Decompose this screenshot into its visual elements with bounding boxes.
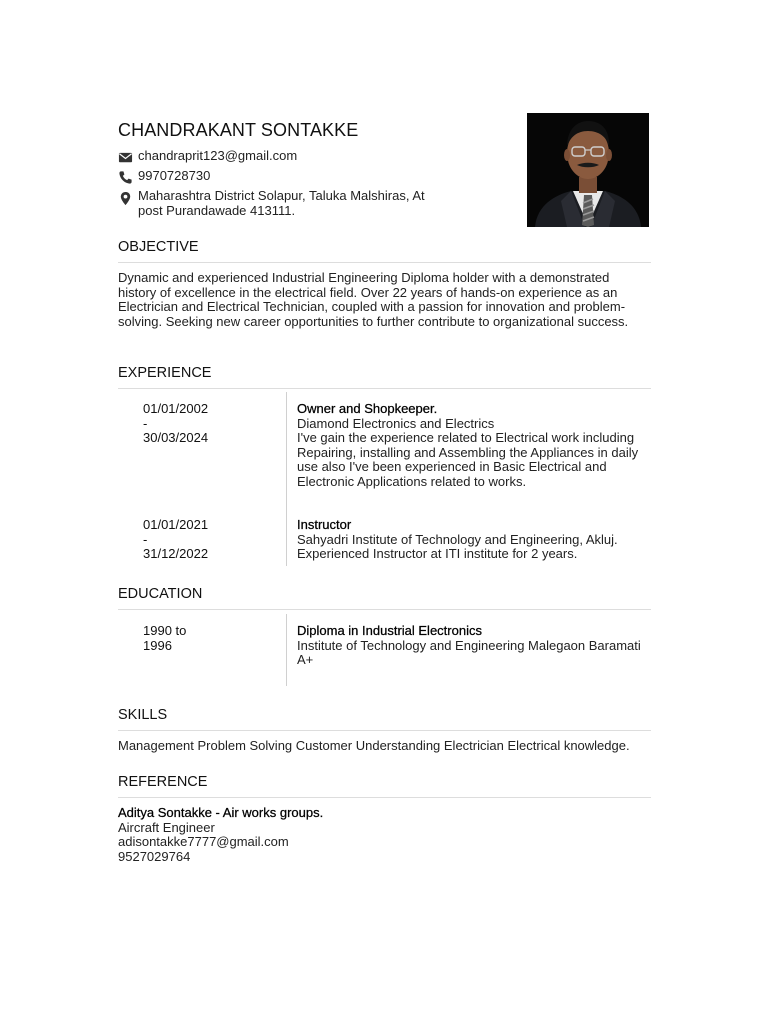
envelope-icon — [118, 150, 133, 165]
reference-name: Aditya Sontakke - Air works groups. — [118, 805, 324, 820]
education-heading: EDUCATION — [118, 586, 203, 602]
employer: Diamond Electronics and Electrics — [297, 415, 495, 431]
job-description: Experienced Instructor at ITI institute for 2 years. — [297, 546, 578, 562]
portrait-illustration — [527, 113, 649, 227]
experience-dates — [143, 518, 283, 562]
institute: Institute of Technology and Engineering Malegaon Baramati — [297, 637, 641, 653]
job-description: I've gain the experience related to Electrical work including Repairing, installing and Assembling the Appliances in daily use also I've been experienced in Basic Electrical and Electronic Applications related to works. — [297, 430, 639, 489]
start-date: 01/01/2002 — [143, 401, 209, 416]
contact-phone — [118, 168, 448, 183]
reference-email: adisontakke7777@gmail.com — [118, 834, 289, 850]
experience-dates — [143, 402, 283, 446]
reference-phone: 9527029764 — [118, 848, 191, 864]
skills-text: Management Problem Solving Customer Understanding Electrician Electrical knowledge. — [118, 738, 630, 753]
phone-text: 9970728730 — [138, 168, 211, 183]
reference-heading: REFERENCE — [118, 774, 208, 790]
candidate-name: CHANDRAKANT SONTAKKE — [118, 120, 359, 140]
experience-divider — [118, 388, 651, 389]
skills-divider — [118, 730, 651, 731]
timeline-line — [286, 614, 287, 686]
job-title: Owner and Shopkeeper. — [297, 401, 438, 416]
objective-divider — [118, 262, 651, 263]
timeline-line — [286, 392, 287, 509]
experience-body — [297, 518, 647, 562]
date-separator: - — [143, 415, 148, 431]
location-pin-icon — [118, 191, 133, 206]
grade: A+ — [297, 652, 314, 668]
contact-address — [118, 188, 448, 218]
reference-divider — [118, 797, 651, 798]
employer: Sahyadri Institute of Technology and Engineering, Akluj. — [297, 531, 618, 547]
date-separator: - — [143, 531, 148, 547]
objective-text: Dynamic and experienced Industrial Engineering Diploma holder with a demonstrated history of excellence in the electrical field. Over 22 years of hands-on experience as an Electrician and Electrical Technician, coupled with a passion for innovation and problem-solving. Seeking new career opportunities to further contribute to organizational success. — [118, 270, 629, 330]
contact-email — [118, 148, 448, 163]
education-dates — [143, 624, 283, 653]
end-date: 31/12/2022 — [143, 546, 209, 562]
end-year: 1996 — [143, 637, 172, 653]
education-divider — [118, 609, 651, 610]
objective-heading: OBJECTIVE — [118, 239, 199, 255]
experience-body — [297, 402, 647, 490]
experience-heading: EXPERIENCE — [118, 365, 212, 381]
reference-role: Aircraft Engineer — [118, 819, 215, 835]
reference-entry — [118, 806, 651, 864]
end-date: 30/03/2024 — [143, 430, 209, 446]
start-date: 01/01/2021 — [143, 517, 209, 532]
start-year: 1990 to — [143, 623, 187, 638]
education-body — [297, 624, 647, 668]
degree: Diploma in Industrial Electronics — [297, 623, 482, 638]
job-title: Instructor — [297, 517, 352, 532]
timeline-line — [286, 508, 287, 566]
phone-icon — [118, 170, 133, 185]
profile-photo — [527, 113, 649, 227]
skills-heading: SKILLS — [118, 707, 168, 723]
address-text: Maharashtra District Solapur, Taluka Malshiras, At post Purandawade 413111. — [138, 188, 425, 218]
email-text: chandraprit123@gmail.com — [138, 148, 298, 163]
